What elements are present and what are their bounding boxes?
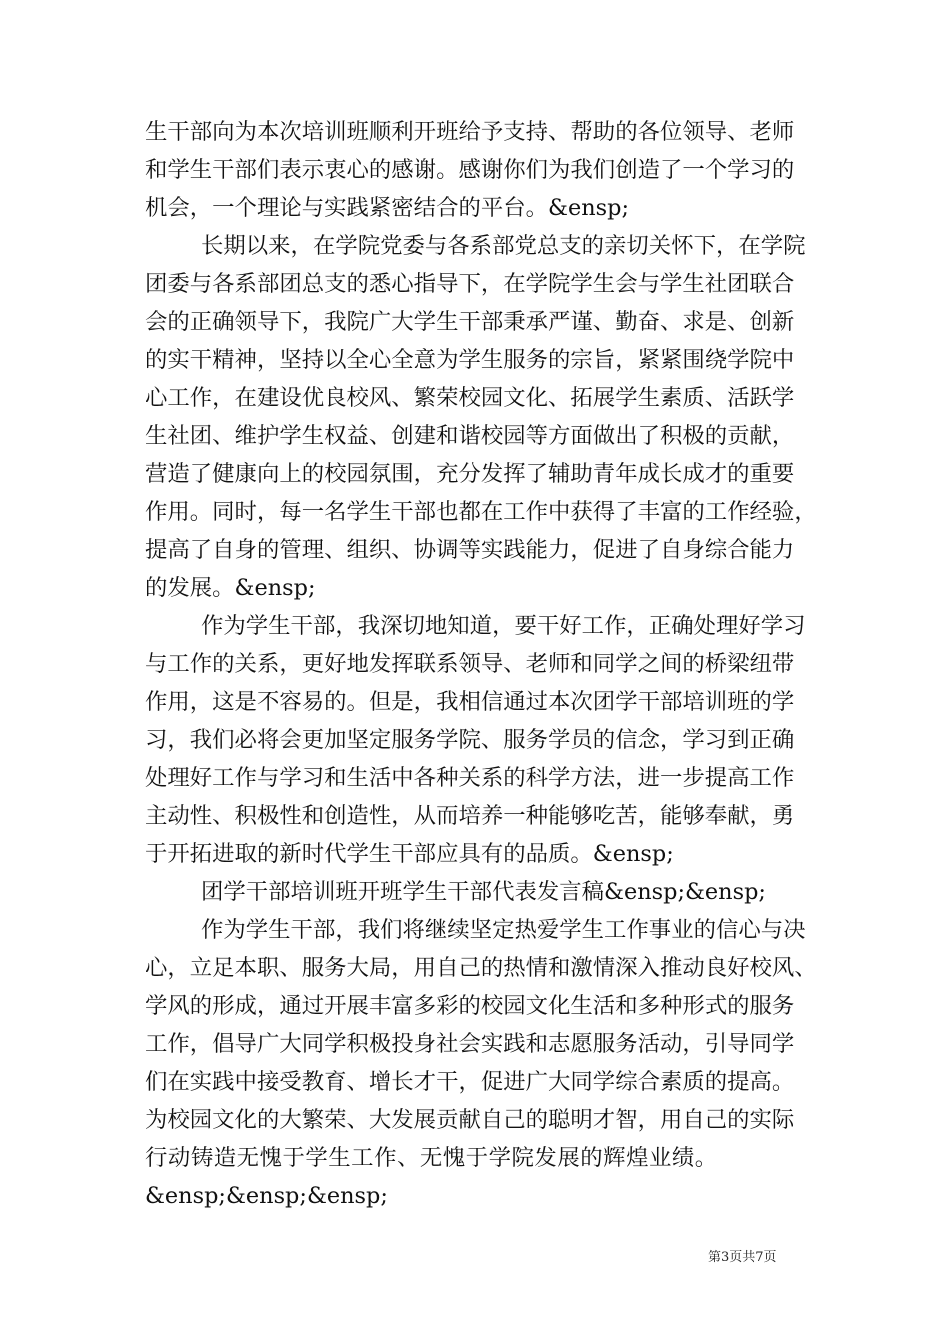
text-line: 的实干精神，坚持以全心全意为学生服务的宗旨，紧紧围绕学院中 [145,347,795,373]
text-line: 长期以来，在学院党委与各系部党总支的亲切关怀下，在学院 [201,233,806,259]
text-line: 于开拓进取的新时代学生干部应具有的品质。&ensp; [145,841,674,867]
text-line: 们在实践中接受教育、增长才干，促进广大同学综合素质的提高。 [145,1069,795,1095]
text-line: 机会，一个理论与实践紧密结合的平台。&ensp; [145,195,630,221]
page-number: 第3页共7页 [708,1250,777,1265]
text-line: 和学生干部们表示衷心的感谢。感谢你们为我们创造了一个学习的 [145,157,795,183]
text-line: &ensp;&ensp;&ensp; [145,1183,388,1209]
text-line: 学风的形成，通过开展丰富多彩的校园文化生活和多种形式的服务 [145,993,795,1019]
document-body [145,113,821,1215]
text-line: 心工作，在建设优良校风、繁荣校园文化、拓展学生素质、活跃学 [145,385,795,411]
text-line: 作用，这是不容易的。但是，我相信通过本次团学干部培训班的学 [145,689,795,715]
text-line: 团委与各系部团总支的悉心指导下，在学院学生会与学生社团联合 [145,271,795,297]
text-line: 为校园文化的大繁荣、大发展贡献自己的聪明才智，用自己的实际 [145,1107,795,1133]
text-line: 作为学生干部，我深切地知道，要干好工作，正确处理好学习 [201,613,806,639]
text-line: 作用。同时，每一名学生干部也都在工作中获得了丰富的工作经验， [145,499,817,525]
text-line: 生干部向为本次培训班顺利开班给予支持、帮助的各位领导、老师 [145,119,795,145]
text-line: 主动性、积极性和创造性，从而培养一种能够吃苦，能够奉献，勇 [145,803,795,829]
text-line: 作为学生干部，我们将继续坚定热爱学生工作事业的信心与决 [201,917,806,943]
text-line: 提高了自身的管理、组织、协调等实践能力，促进了自身综合能力 [145,537,795,563]
text-line: 处理好工作与学习和生活中各种关系的科学方法，进一步提高工作 [145,765,795,791]
text-line: 团学干部培训班开班学生干部代表发言稿&ensp;&ensp; [201,879,766,905]
text-line: 行 动 铸 造 无 愧 于 学 生 工 作 、 无 愧 于 学 院 发 展 的 辉 煌 业 绩 。 [145,1145,718,1171]
text-line: 会的正确领导下，我院广大学生干部秉承严谨、勤奋、求是、创新 [145,309,795,335]
text-line: 与工作的关系，更好地发挥联系领导、老师和同学之间的桥梁纽带 [145,651,795,677]
text-line: 营造了健康向上的校园氛围，充分发挥了辅助青年成长成才的重要 [145,461,795,487]
text-line: 的发展。&ensp; [145,575,316,601]
text-line: 工作，倡导广大同学积极投身社会实践和志愿服务活动，引导同学 [145,1031,795,1057]
text-line: 心，立足本职、服务大局，用自己的热情和激情深入推动良好校风、 [145,955,817,981]
text-line: 习，我们必将会更加坚定服务学院、服务学员的信念，学习到正确 [145,727,795,753]
text-line: 生社团、维护学生权益、创建和谐校园等方面做出了积极的贡献， [145,423,795,449]
